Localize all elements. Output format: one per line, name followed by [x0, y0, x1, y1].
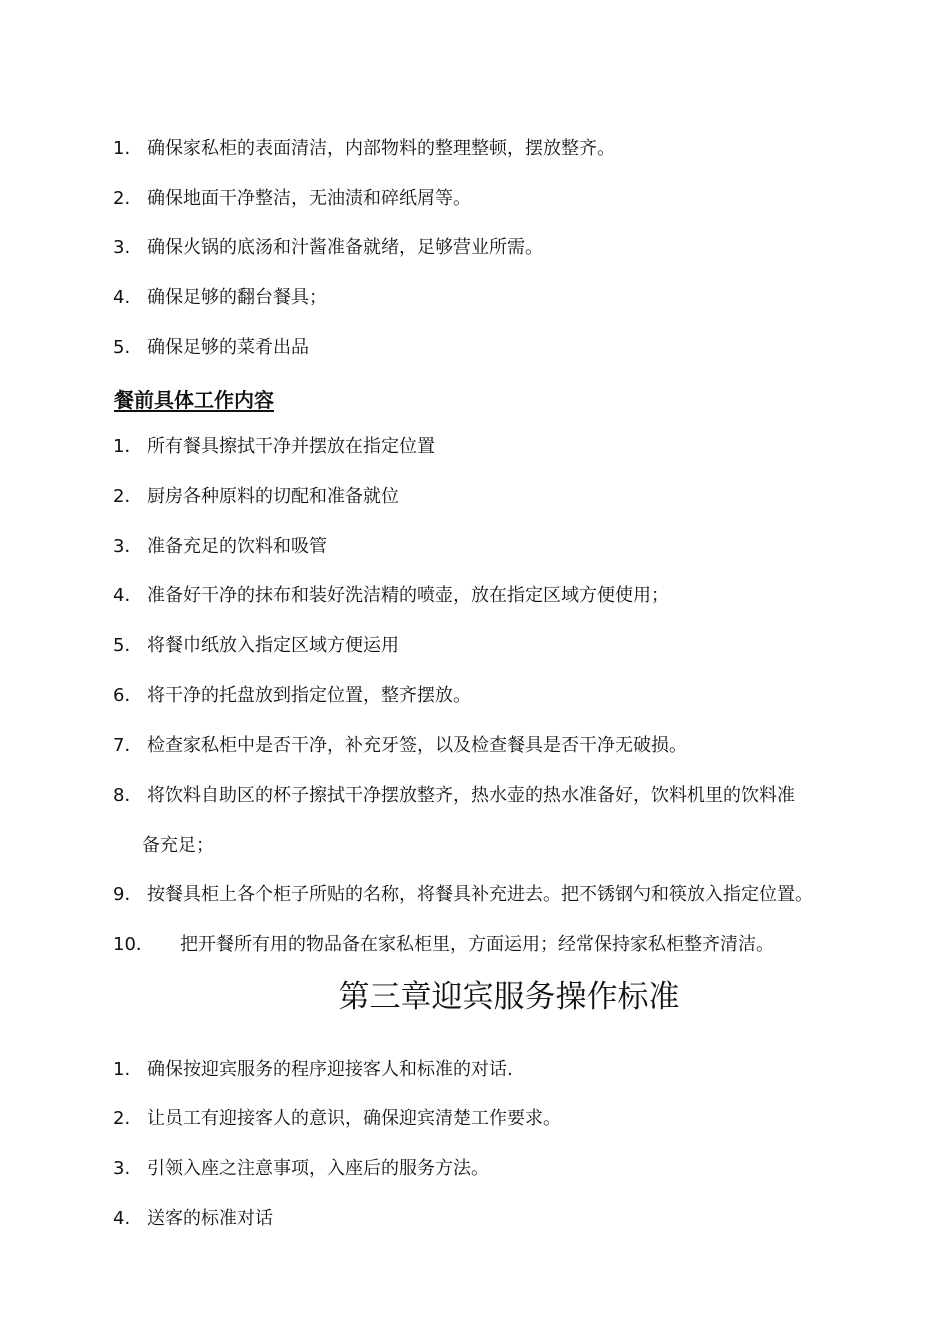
list-text: 确保按迎宾服务的程序迎接客人和标准的对话. [147, 1059, 513, 1080]
list-text: 确保地面干净整洁，无油渍和碎纸屑等。 [147, 188, 471, 209]
list-text: 让员工有迎接客人的意识，确保迎宾清楚工作要求。 [147, 1108, 561, 1129]
list-text: 备充足； [142, 835, 214, 856]
list-text: 将干净的托盘放到指定位置，整齐摆放。 [147, 685, 471, 706]
list-number: 2． [113, 486, 143, 507]
list-text: 确保足够的翻台餐具； [147, 287, 327, 308]
list-number: 9． [113, 884, 143, 905]
list-number: 2. [113, 188, 131, 209]
list-number: 5． [113, 635, 143, 656]
chapter-title: 第三章迎宾服务操作标准 [338, 979, 680, 1015]
list-number: 8． [113, 785, 143, 806]
list-text: 确保火锅的底汤和汁酱准备就绪，足够营业所需。 [147, 237, 543, 258]
list-text: 准备充足的饮料和吸管 [147, 536, 327, 557]
list-text: 按餐具柜上各个柜子所贴的名称，将餐具补充进去。把不锈钢勺和筷放入指定位置。 [147, 884, 813, 905]
list-text: 所有餐具擦拭干净并摆放在指定位置 [147, 436, 435, 457]
list-text: 确保足够的菜肴出品 [147, 337, 309, 358]
list-text: 送客的标准对话 [147, 1208, 273, 1229]
list-number: 10． [113, 934, 154, 955]
list-number: 3. [113, 1158, 131, 1179]
list-text: 把开餐所有用的物品备在家私柜里，方面运用；经常保持家私柜整齐清洁。 [180, 934, 774, 955]
list-text: 引领入座之注意事项，入座后的服务方法。 [147, 1158, 489, 1179]
list-text: 厨房各种原料的切配和准备就位 [147, 486, 399, 507]
list-text: 将饮料自助区的杯子擦拭干净摆放整齐，热水壶的热水准备好，饮料机里的饮料准 [147, 785, 795, 806]
list-number: 7． [113, 735, 143, 756]
list-text: 确保家私柜的表面清洁，内部物料的整理整顿，摆放整齐。 [147, 138, 615, 159]
list-text: 准备好干净的抹布和装好洗洁精的喷壶，放在指定区域方便使用； [147, 585, 669, 606]
list-number: 1. [113, 1059, 131, 1080]
list-number: 1. [113, 138, 131, 159]
list-number: 3． [113, 536, 143, 557]
list-number: 3. [113, 237, 131, 258]
list-number: 1． [113, 436, 143, 457]
list-number: 5. [113, 337, 131, 358]
section-heading: 餐前具体工作内容 [114, 388, 274, 412]
list-number: 6． [113, 685, 143, 706]
list-number: 4. [113, 1208, 131, 1229]
list-number: 2. [113, 1108, 131, 1129]
list-text: 检查家私柜中是否干净，补充牙签，以及检查餐具是否干净无破损。 [147, 735, 687, 756]
list-number: 4. [113, 287, 131, 308]
list-text: 将餐巾纸放入指定区域方便运用 [147, 635, 399, 656]
list-number: 4． [113, 585, 143, 606]
